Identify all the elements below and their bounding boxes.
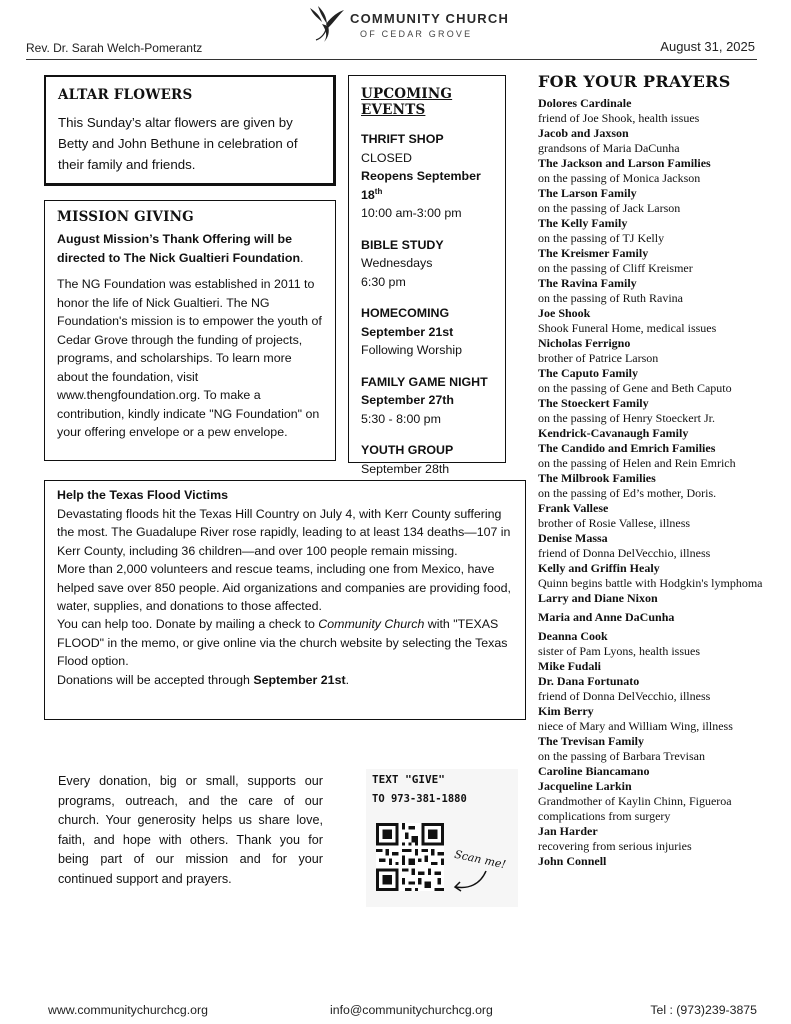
prayer-name: Jan Harder — [538, 824, 598, 838]
prayer-item — [538, 824, 774, 854]
prayer-item — [538, 336, 774, 366]
prayer-name: The Larson Family — [538, 186, 637, 200]
event-time: 10:00 am-3:00 pm — [361, 206, 462, 220]
event-time: 5:30 - 8:00 pm — [361, 411, 441, 426]
prayer-detail: niece of Mary and William Wing, illness — [538, 719, 733, 733]
prayer-item — [538, 854, 774, 869]
prayer-name: Dr. Dana Fortunato — [538, 674, 640, 688]
prayer-name: Jacqueline Larkin — [538, 779, 632, 793]
church-subtitle: OF CEDAR GROVE — [360, 29, 473, 39]
prayer-item — [538, 441, 774, 471]
header-divider — [26, 59, 757, 60]
event-homecoming — [361, 304, 493, 360]
prayer-name: The Milbrook Families — [538, 471, 656, 485]
prayer-list — [538, 72, 774, 869]
p3-church-name: Community Church — [318, 617, 425, 632]
prayer-item — [538, 674, 774, 704]
texas-flood-p1: Devastating floods hit the Texas Hill Country on July 4, with Kerr County suffering the most. The Guadalupe River rose rapidly, leading to at least 134 deaths—107 in Kerr County, including 36 children—and over 100 people remain missing. — [57, 507, 511, 558]
prayer-name: Deanna Cook — [538, 629, 608, 643]
church-name: COMMUNITY CHURCH — [350, 11, 510, 26]
prayer-name: Denise Massa — [538, 531, 608, 545]
mission-lead — [57, 230, 323, 267]
prayer-detail: Grandmother of Kaylin Chinn, Figueroa complications from surgery — [538, 794, 732, 823]
event-bible-study — [361, 236, 493, 292]
event-note: Following Worship — [361, 343, 463, 357]
altar-flowers-title: ALTAR FLOWERS — [58, 87, 193, 103]
mission-giving-title: MISSION GIVING — [57, 209, 194, 225]
prayer-detail: friend of Donna DelVecchio, illness — [538, 546, 711, 560]
prayer-detail: sister of Pam Lyons, health issues — [538, 644, 700, 658]
prayer-detail: on the passing of Ruth Ravina — [538, 291, 683, 305]
event-family-game-night — [361, 373, 493, 429]
mission-giving-box — [44, 200, 336, 461]
p4-deadline: September 21st — [253, 672, 346, 687]
prayer-item — [538, 471, 774, 501]
prayer-name: Kim Berry — [538, 704, 594, 718]
event-name: YOUTH GROUP — [361, 443, 454, 457]
texas-flood-p3 — [57, 615, 513, 670]
prayer-detail: on the passing of Gene and Beth Caputo — [538, 381, 732, 395]
closing-message: Every donation, big or small, supports our programs, outreach, and the care of our church. Your generosity helps us share love, faith, and hope with others. Thank you for being part of our mission and for your continued support and prayers. — [58, 774, 323, 886]
prayer-name: Maria and Anne DaCunha — [538, 610, 675, 624]
event-time: 6:30 pm — [361, 274, 406, 289]
church-logo — [302, 2, 522, 46]
prayer-name: Dolores Cardinale — [538, 96, 632, 110]
prayer-name: The Trevisan Family — [538, 734, 645, 748]
prayer-detail: Quinn begins battle with Hodgkin's lymphoma — [538, 576, 763, 590]
prayer-detail: on the passing of Helen and Rein Emrich — [538, 456, 736, 470]
dove-icon — [306, 2, 346, 44]
prayer-detail: brother of Rosie Vallese, illness — [538, 516, 691, 530]
prayer-name: Jacob and Jaxson — [538, 126, 629, 140]
event-name: HOMECOMING — [361, 306, 450, 320]
p3-text-a: You can help too. Donate by mailing a check to — [57, 617, 319, 632]
prayer-name: The Jackson and Larson Families — [538, 156, 711, 170]
text-give-panel — [366, 769, 518, 907]
event-name: THRIFT SHOP — [361, 132, 444, 146]
qr-code-icon[interactable] — [376, 823, 444, 891]
give-line1: TEXT "GIVE" — [372, 773, 445, 786]
prayer-detail: on the passing of TJ Kelly — [538, 231, 665, 245]
event-reopen-suffix: th — [374, 186, 383, 196]
prayer-name: The Ravina Family — [538, 276, 637, 290]
prayer-item — [538, 246, 774, 276]
prayer-name: Larry and Diane Nixon — [538, 591, 658, 605]
prayer-item — [538, 306, 774, 336]
prayer-item — [538, 501, 774, 531]
prayer-item — [538, 276, 774, 306]
prayer-detail: Shook Funeral Home, medical issues — [538, 321, 717, 335]
prayer-detail: recovering from serious injuries — [538, 839, 692, 853]
prayer-item — [538, 779, 774, 824]
prayer-name: Mike Fudali — [538, 659, 602, 673]
prayer-item — [538, 96, 774, 126]
event-name: FAMILY GAME NIGHT — [361, 374, 488, 389]
prayer-item — [538, 396, 774, 426]
texas-flood-title: Help the Texas Flood Victims — [57, 488, 228, 502]
prayer-name: Caroline Biancamano — [538, 764, 650, 778]
prayer-name: Nicholas Ferrigno — [538, 336, 631, 350]
prayer-detail: on the passing of Jack Larson — [538, 201, 681, 215]
prayer-item — [538, 734, 774, 764]
prayer-item — [538, 126, 774, 156]
footer-website[interactable]: www.communitychurchcg.org — [48, 1003, 208, 1017]
prayer-item — [538, 704, 774, 734]
prayer-detail: on the passing of Cliff Kreismer — [538, 261, 693, 275]
event-date: September 28th — [361, 461, 450, 476]
prayer-name: The Kelly Family — [538, 216, 628, 230]
prayer-name: The Stoeckert Family — [538, 396, 649, 410]
prayer-item — [538, 186, 774, 216]
prayer-detail: grandsons of Maria DaCunha — [538, 141, 680, 155]
altar-flowers-box — [44, 75, 336, 186]
prayer-item — [538, 591, 774, 606]
footer-phone: Tel : (973)239-3875 — [650, 1003, 757, 1017]
prayer-name: The Candido and Emrich Families — [538, 441, 716, 455]
texas-flood-p2: More than 2,000 volunteers and rescue teams, including one from Mexico, have helped save over 850 people. Aid organizations and companies are providing food, water, supplies, and donations to those affected. — [57, 562, 511, 614]
event-thrift-shop — [361, 130, 493, 223]
prayer-detail: on the passing of Monica Jackson — [538, 171, 701, 185]
prayer-name: Kendrick-Cavanaugh Family — [538, 426, 689, 440]
prayer-name: Frank Vallese — [538, 501, 609, 515]
prayer-detail: on the passing of Henry Stoeckert Jr. — [538, 411, 715, 425]
event-status: CLOSED — [361, 150, 412, 165]
prayer-item — [538, 531, 774, 561]
prayer-item — [538, 659, 774, 674]
altar-flowers-text: This Sunday’s altar flowers are given by Betty and John Bethune in celebration of their family and friends. — [58, 115, 298, 172]
prayer-name: The Caputo Family — [538, 366, 639, 380]
mission-lead-text: August Mission’s Thank Offering will be directed to The Nick Gualtieri Foundation — [57, 232, 301, 265]
p4-text-a: Donations will be accepted through — [57, 672, 254, 687]
texas-flood-box — [44, 480, 526, 720]
prayer-detail: on the passing of Ed’s mother, Doris. — [538, 486, 717, 500]
prayer-item — [538, 426, 774, 441]
event-day: Wednesdays — [361, 256, 433, 270]
give-line2: TO 973-381-1880 — [372, 793, 467, 805]
prayer-name: The Kreismer Family — [538, 246, 649, 260]
prayer-item — [538, 156, 774, 186]
prayer-items — [538, 96, 774, 869]
mission-body: The NG Foundation was established in 2011 to honor the life of Nick Gualtieri. The NG Foundation's mission is to empower the youth of Cedar Grove through the funding of projects, programs, and scholarships. To learn more about the foundation, visit www.thengfoundation.org. To make a contribution, kindly indicate "NG Foundation" on your offering envelope or a pew envelope. — [57, 277, 322, 439]
mission-lead-end: . — [300, 250, 304, 265]
events-title: UPCOMING EVENTS — [361, 86, 453, 118]
pastor-name: Rev. Dr. Sarah Welch-Pomerantz — [26, 41, 203, 55]
prayers-title: FOR YOUR PRAYERS — [538, 72, 731, 91]
event-name: BIBLE STUDY — [361, 237, 444, 252]
prayer-name: John Connell — [538, 854, 607, 868]
prayer-item — [538, 764, 774, 779]
prayer-detail: on the passing of Barbara Trevisan — [538, 749, 705, 763]
prayer-detail: friend of Joe Shook, health issues — [538, 111, 700, 125]
scan-me-label: Scan me! — [453, 847, 507, 872]
upcoming-events-box — [348, 75, 506, 476]
event-date: September 21st — [361, 324, 454, 339]
footer-email[interactable]: info@communitychurchcg.org — [330, 1003, 493, 1017]
prayer-item — [538, 366, 774, 396]
event-reopen — [361, 167, 493, 204]
arrow-icon — [450, 867, 490, 895]
p4-end: . — [345, 672, 350, 687]
texas-flood-p4 — [57, 671, 513, 689]
prayer-item — [538, 561, 774, 591]
prayer-item — [538, 610, 774, 625]
event-reopen-date: Reopens September 18 — [361, 169, 481, 202]
prayer-name: Kelly and Griffin Healy — [538, 561, 660, 575]
prayer-detail: friend of Donna DelVecchio, illness — [538, 689, 711, 703]
event-date: September 27th — [361, 393, 454, 407]
prayer-item — [538, 216, 774, 246]
prayer-detail: brother of Patrice Larson — [538, 351, 659, 365]
bulletin-date: August 31, 2025 — [660, 39, 755, 54]
prayer-item — [538, 629, 774, 659]
prayer-name: Joe Shook — [538, 306, 591, 320]
p3-text-b: with "TEXAS FLOOD" in the memo, or give online via the church website by selecting the Texas Flood option. — [57, 617, 508, 669]
